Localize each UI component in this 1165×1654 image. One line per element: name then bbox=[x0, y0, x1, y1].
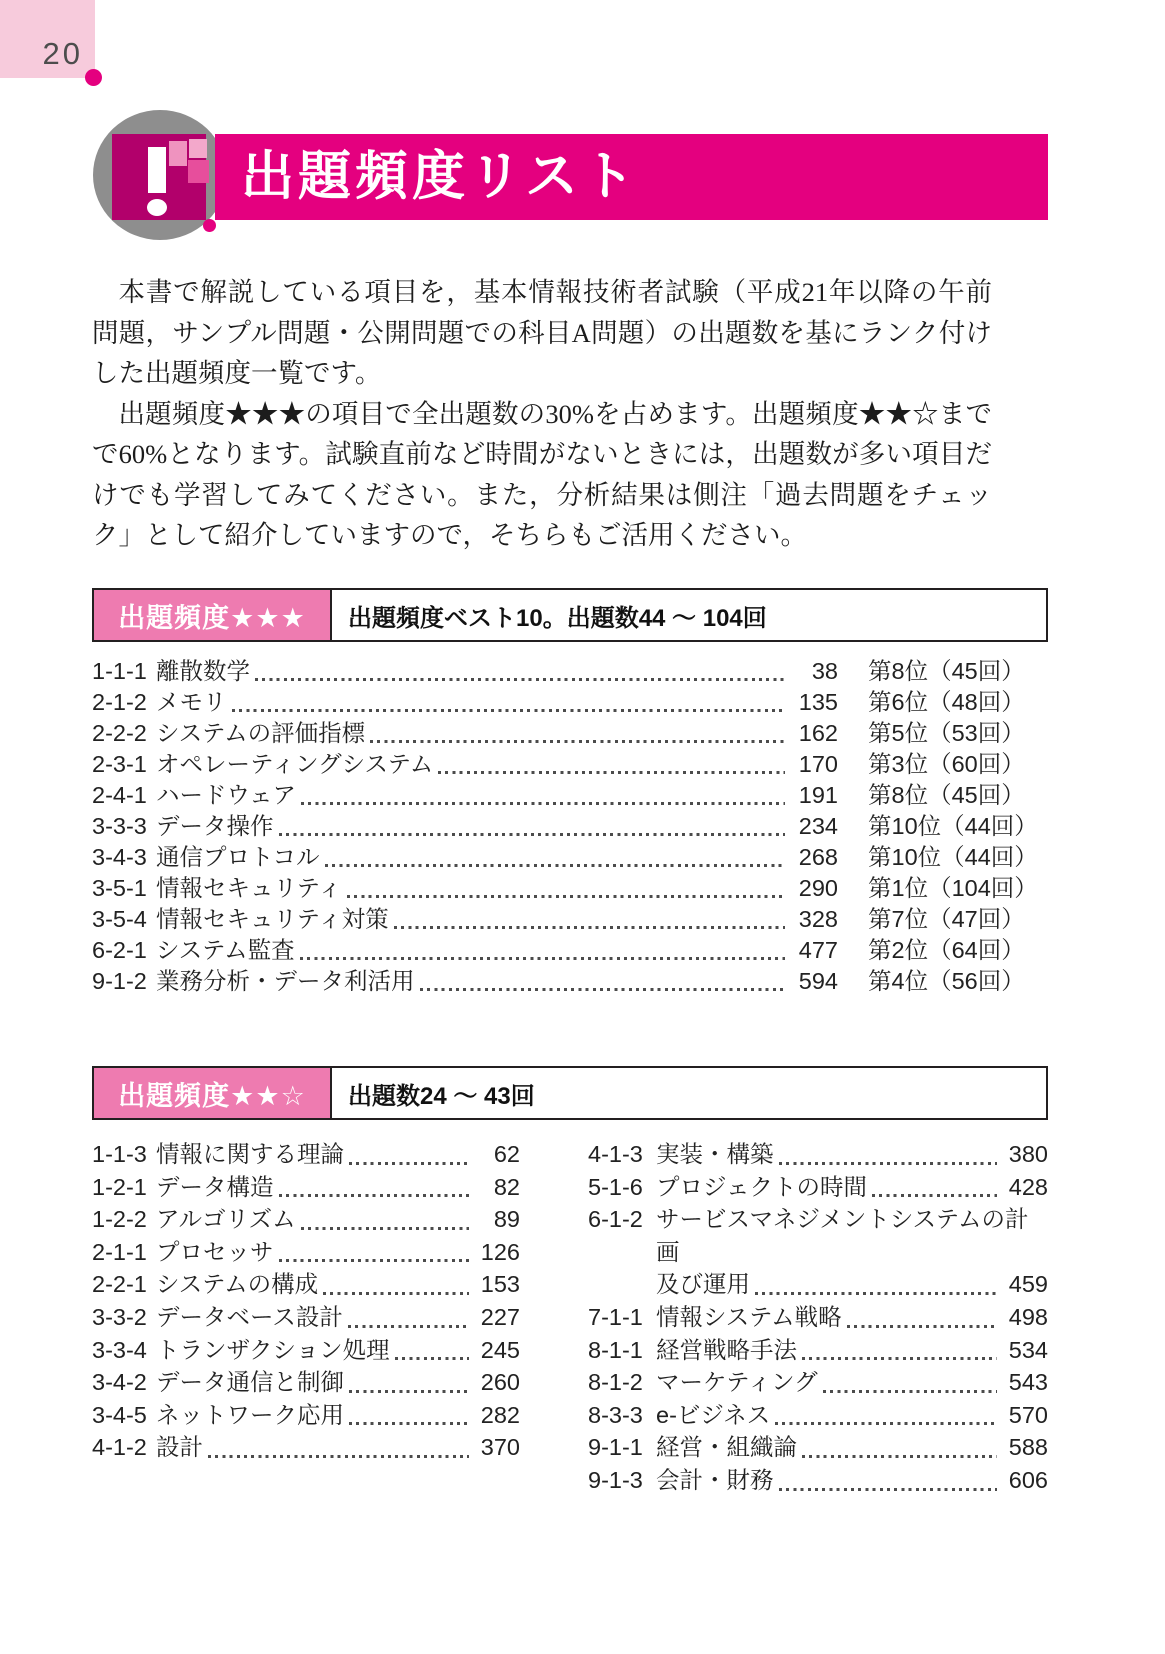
decor-square-icon bbox=[188, 160, 209, 183]
toc-column-left bbox=[92, 1138, 520, 1497]
decor-square-icon bbox=[169, 141, 187, 166]
section-freq-3stars bbox=[92, 588, 1048, 997]
item-id: 3-5-1 bbox=[92, 875, 147, 901]
toc-list-3stars bbox=[92, 656, 1048, 997]
dot-leader bbox=[802, 1455, 997, 1458]
item-title: 通信プロトコル bbox=[156, 844, 320, 870]
item-title: 設計 bbox=[156, 1434, 203, 1461]
item-rank: 第2位（64回） bbox=[868, 937, 1025, 963]
dot-leader bbox=[755, 1292, 997, 1295]
item-title: 経営・組織論 bbox=[656, 1434, 797, 1461]
section-description: 出題頻度ベスト10。出題数44 ～ 104回 bbox=[348, 604, 767, 632]
item-title: マーケティング bbox=[656, 1369, 818, 1396]
item-title: データ通信と制御 bbox=[156, 1369, 344, 1396]
dot-leader bbox=[279, 1259, 470, 1262]
item-id: 6-2-1 bbox=[92, 937, 147, 963]
item-title-continued: 及び運用 bbox=[656, 1271, 750, 1298]
dot-leader bbox=[823, 1390, 997, 1393]
item-rank: 第10位（44回） bbox=[868, 813, 1038, 839]
item-id: 3-4-2 bbox=[92, 1369, 147, 1396]
item-rank: 第3位（60回） bbox=[868, 751, 1025, 777]
dot-leader bbox=[779, 1488, 998, 1491]
item-title: データベース設計 bbox=[156, 1303, 343, 1330]
banner-corner-dot bbox=[203, 219, 216, 232]
dot-leader bbox=[323, 1292, 469, 1295]
item-page: 162 bbox=[798, 720, 838, 746]
item-id: 3-5-4 bbox=[92, 906, 147, 932]
dot-leader bbox=[438, 771, 785, 774]
section-description: 出題数24 ～ 43回 bbox=[348, 1082, 535, 1110]
item-rank: 第1位（104回） bbox=[868, 875, 1038, 901]
item-title: オペレーティングシステム bbox=[156, 751, 434, 777]
dot-leader bbox=[847, 1325, 997, 1328]
page-corner-dot bbox=[85, 69, 102, 86]
item-page: 459 bbox=[1008, 1271, 1048, 1298]
item-rank: 第5位（53回） bbox=[868, 720, 1025, 746]
item-id: 3-4-3 bbox=[92, 844, 147, 870]
toc-item bbox=[92, 1236, 520, 1269]
item-page: 282 bbox=[480, 1401, 520, 1428]
item-id: 9-1-2 bbox=[92, 968, 147, 994]
toc-item bbox=[92, 749, 1048, 780]
toc-item bbox=[92, 842, 1048, 873]
toc-item bbox=[588, 1366, 1048, 1399]
item-title: プロジェクトの時間 bbox=[656, 1173, 868, 1200]
toc-item bbox=[588, 1431, 1048, 1464]
toc-item bbox=[92, 811, 1048, 842]
item-page: 534 bbox=[1008, 1336, 1048, 1363]
intro-paragraph-1: 本書で解説している項目を，基本情報技術者試験（平成21年以降の午前問題，サンプル問題・公開問題での科目A問題）の出題数を基にランク付けした出題頻度一覧です。 bbox=[92, 277, 992, 388]
item-page: 370 bbox=[480, 1434, 520, 1461]
item-rank: 第6位（48回） bbox=[868, 689, 1025, 715]
item-page: 245 bbox=[480, 1336, 520, 1363]
toc-item bbox=[92, 1171, 520, 1204]
toc-item bbox=[588, 1301, 1048, 1334]
toc-item bbox=[92, 1138, 520, 1171]
item-id: 1-1-1 bbox=[92, 658, 147, 684]
dot-leader bbox=[208, 1455, 469, 1458]
dot-leader bbox=[394, 926, 785, 929]
item-title: 情報システム戦略 bbox=[656, 1303, 842, 1330]
item-page: 290 bbox=[798, 875, 838, 901]
toc-item bbox=[92, 1366, 520, 1399]
dot-leader bbox=[779, 1162, 998, 1165]
toc-item bbox=[92, 935, 1048, 966]
item-title: 離散数学 bbox=[156, 658, 250, 684]
item-page: 570 bbox=[1008, 1401, 1048, 1428]
item-title: プロセッサ bbox=[156, 1238, 274, 1265]
item-rank: 第10位（44回） bbox=[868, 844, 1038, 870]
item-rank: 第7位（47回） bbox=[868, 906, 1025, 932]
intro-paragraph-2: 出題頻度★★★の項目で全出題数の30%を占めます。出題頻度★★☆までで60%となります。試験直前など時間がないときには，出題数が多い項目だけでも学習してみてください。また，分析結果は側注「過去問題をチェック」として紹介していますので，そちらもご活用ください。 bbox=[92, 398, 992, 550]
item-rank: 第8位（45回） bbox=[868, 658, 1025, 684]
item-id: 4-1-3 bbox=[588, 1141, 643, 1167]
toc-item bbox=[92, 873, 1048, 904]
dot-leader bbox=[255, 678, 785, 681]
item-title: トランザクション処理 bbox=[156, 1336, 390, 1363]
item-page: 328 bbox=[798, 906, 838, 932]
dot-leader bbox=[348, 1325, 469, 1328]
dot-leader bbox=[300, 957, 785, 960]
item-id: 3-3-3 bbox=[92, 813, 147, 839]
section-header bbox=[92, 588, 1048, 642]
item-page: 135 bbox=[798, 689, 838, 715]
toc-item bbox=[92, 1301, 520, 1334]
section-label-badge: 出題頻度★★☆ bbox=[94, 1068, 332, 1118]
item-title: システムの評価指標 bbox=[156, 720, 366, 746]
dot-leader bbox=[279, 1194, 470, 1197]
item-page: 260 bbox=[480, 1369, 520, 1396]
dot-leader bbox=[349, 1422, 469, 1425]
section-label-badge: 出題頻度★★★ bbox=[94, 590, 332, 640]
item-title: 情報に関する理論 bbox=[156, 1141, 344, 1167]
decor-square-icon bbox=[189, 139, 207, 158]
dot-leader bbox=[301, 1227, 469, 1230]
toc-item bbox=[92, 687, 1048, 718]
item-id: 3-3-2 bbox=[92, 1303, 147, 1330]
toc-item bbox=[588, 1138, 1048, 1171]
item-id: 8-1-2 bbox=[588, 1369, 643, 1396]
section-header bbox=[92, 1066, 1048, 1120]
item-rank: 第4位（56回） bbox=[868, 968, 1025, 994]
item-id: 2-2-1 bbox=[92, 1271, 147, 1298]
item-title: ネットワーク応用 bbox=[156, 1401, 344, 1428]
dot-leader bbox=[347, 895, 785, 898]
toc-column-right bbox=[588, 1138, 1048, 1497]
item-id: 2-3-1 bbox=[92, 751, 147, 777]
toc-item bbox=[92, 966, 1048, 997]
toc-item bbox=[588, 1464, 1048, 1497]
dot-leader bbox=[370, 740, 785, 743]
item-title: e-ビジネス bbox=[656, 1401, 771, 1428]
section-freq-2stars bbox=[92, 1066, 1048, 1497]
item-page: 234 bbox=[798, 813, 838, 839]
item-title: データ操作 bbox=[156, 813, 274, 839]
item-title: 情報セキュリティ bbox=[156, 875, 342, 901]
item-id: 1-1-3 bbox=[92, 1141, 147, 1167]
dot-leader bbox=[775, 1422, 997, 1425]
item-title: アルゴリズム bbox=[156, 1206, 296, 1233]
item-id: 3-3-4 bbox=[92, 1336, 147, 1363]
toc-item bbox=[92, 1399, 520, 1432]
item-page: 498 bbox=[1008, 1303, 1048, 1330]
toc-item bbox=[92, 1431, 520, 1464]
toc-item bbox=[588, 1171, 1048, 1204]
item-id: 8-1-1 bbox=[588, 1336, 643, 1363]
dot-leader bbox=[349, 1162, 469, 1165]
item-id: 9-1-3 bbox=[588, 1466, 643, 1493]
exclamation-icon bbox=[112, 134, 206, 220]
item-page: 170 bbox=[798, 751, 838, 777]
item-title: 実装・構築 bbox=[656, 1141, 774, 1167]
dot-leader bbox=[301, 802, 785, 805]
item-title: ハードウェア bbox=[156, 782, 297, 808]
dot-leader bbox=[420, 988, 786, 991]
item-page: 543 bbox=[1008, 1369, 1048, 1396]
dot-leader bbox=[802, 1357, 997, 1360]
item-id: 6-1-2 bbox=[588, 1206, 643, 1233]
item-page: 89 bbox=[493, 1206, 520, 1233]
item-title: サービスマネジメントシステムの計画 bbox=[656, 1206, 1029, 1265]
dot-leader bbox=[395, 1357, 469, 1360]
item-page: 38 bbox=[811, 658, 838, 684]
item-title: システムの構成 bbox=[156, 1271, 319, 1298]
toc-item bbox=[588, 1399, 1048, 1432]
page-number: 20 bbox=[42, 36, 83, 71]
item-page: 126 bbox=[480, 1238, 520, 1265]
item-id: 3-4-5 bbox=[92, 1401, 147, 1428]
item-page: 477 bbox=[798, 937, 838, 963]
page-title: 出題頻度リスト bbox=[241, 147, 639, 206]
item-title: 会計・財務 bbox=[656, 1466, 774, 1493]
item-rank: 第8位（45回） bbox=[868, 782, 1025, 808]
intro-text bbox=[92, 272, 992, 556]
item-id: 5-1-6 bbox=[588, 1173, 643, 1200]
item-page: 380 bbox=[1008, 1141, 1048, 1167]
exclamation-bar-icon bbox=[148, 147, 166, 193]
item-page: 268 bbox=[798, 844, 838, 870]
item-id: 1-2-1 bbox=[92, 1173, 147, 1200]
item-id: 8-3-3 bbox=[588, 1401, 643, 1428]
item-title: メモリ bbox=[156, 689, 227, 715]
item-id: 2-2-2 bbox=[92, 720, 147, 746]
item-id: 1-2-2 bbox=[92, 1206, 147, 1233]
dot-leader bbox=[279, 833, 786, 836]
dot-leader bbox=[232, 709, 786, 712]
item-title: 情報セキュリティ対策 bbox=[156, 906, 389, 932]
item-title: 経営戦略手法 bbox=[656, 1336, 797, 1363]
item-page: 191 bbox=[798, 782, 838, 808]
toc-item bbox=[92, 1268, 520, 1301]
item-page: 153 bbox=[480, 1271, 520, 1298]
chapter-banner bbox=[215, 134, 1048, 220]
toc-item bbox=[92, 780, 1048, 811]
toc-item bbox=[92, 1334, 520, 1367]
item-id: 2-1-2 bbox=[92, 689, 147, 715]
item-body bbox=[656, 1203, 1048, 1301]
item-page: 428 bbox=[1008, 1173, 1048, 1200]
toc-list-2stars bbox=[92, 1138, 1048, 1497]
toc-item bbox=[92, 656, 1048, 687]
toc-item bbox=[92, 718, 1048, 749]
item-id: 9-1-1 bbox=[588, 1434, 643, 1461]
item-page: 606 bbox=[1008, 1466, 1048, 1493]
exclamation-dot-icon bbox=[147, 199, 167, 216]
page-number-box bbox=[0, 0, 95, 78]
toc-item bbox=[92, 904, 1048, 935]
dot-leader bbox=[872, 1194, 997, 1197]
toc-item bbox=[588, 1334, 1048, 1367]
item-page: 82 bbox=[493, 1173, 520, 1200]
item-id: 2-4-1 bbox=[92, 782, 147, 808]
toc-item bbox=[92, 1203, 520, 1236]
item-id: 4-1-2 bbox=[92, 1434, 147, 1461]
item-id: 7-1-1 bbox=[588, 1303, 643, 1330]
toc-item bbox=[588, 1203, 1048, 1301]
item-page: 594 bbox=[798, 968, 838, 994]
item-title: データ構造 bbox=[156, 1173, 274, 1200]
item-page: 227 bbox=[480, 1303, 520, 1330]
item-page: 588 bbox=[1008, 1434, 1048, 1461]
item-page: 62 bbox=[493, 1141, 520, 1167]
dot-leader bbox=[325, 864, 785, 867]
dot-leader bbox=[349, 1390, 469, 1393]
item-id: 2-1-1 bbox=[92, 1238, 147, 1265]
item-title: 業務分析・データ利活用 bbox=[156, 968, 415, 994]
item-title: システム監査 bbox=[156, 937, 295, 963]
